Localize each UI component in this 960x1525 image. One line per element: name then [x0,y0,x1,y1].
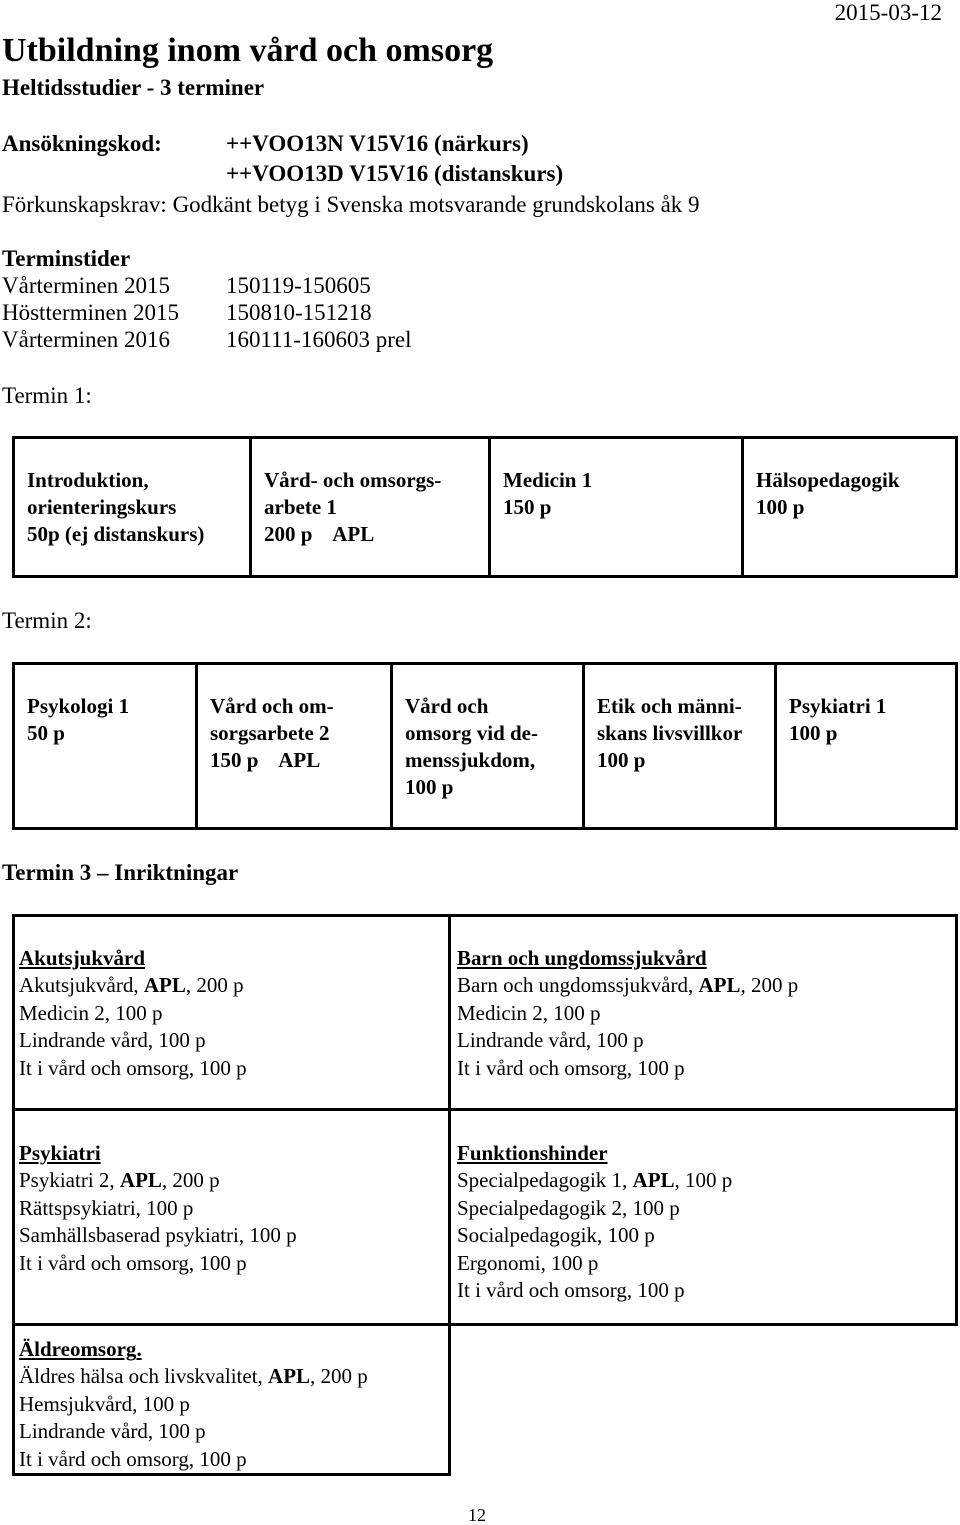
course-cell [15,439,252,575]
course-line: 100 p [756,495,805,519]
course-line: arbete 1 [264,495,337,519]
course-line: skans livsvillkor [597,721,743,745]
track-course: It i vård och omsorg, 100 p [457,1055,685,1080]
course-cell [491,439,744,575]
track-heading: Äldreomsorg. [19,1337,142,1361]
track-heading: Funktionshinder [457,1141,608,1165]
course-line: 200 p APL [264,522,375,546]
track-course: Specialpedagogik 1, APL, 100 p [457,1168,733,1193]
track-elderly-care [0,1308,448,1473]
term-name: Vårterminen 2016 [2,327,170,352]
term-dates: 150810-151218 [226,300,372,325]
term2-course-table [12,662,958,830]
course-line: Vård och [405,694,489,718]
term2-label: Termin 2: [2,608,92,633]
table-rule [12,1473,451,1476]
track-course: Socialpedagogik, 100 p [457,1223,655,1248]
track-course: Medicin 2, 100 p [457,1000,601,1025]
course-line: Vård och om- [210,694,334,718]
term3-label: Termin 3 – Inriktningar [2,860,239,885]
course-cell [585,665,777,827]
course-line: orienteringskurs [27,495,177,519]
track-course: Rättspsykiatri, 100 p [19,1195,194,1220]
track-course: Ergonomi, 100 p [457,1250,599,1275]
track-heading: Psykiatri [19,1141,101,1165]
course-line: Psykiatri 1 [789,694,887,718]
term1-course-table [12,436,958,578]
page-subtitle: Heltidsstudier - 3 terminer [2,75,265,100]
application-code-label: Ansökningskod: [2,131,162,156]
table-rule [955,914,958,1326]
term-dates-heading: Terminstider [2,246,131,271]
track-course: Hemsjukvård, 100 p [19,1391,190,1416]
term-dates: 160111-160603 prel [226,327,412,352]
track-course: Äldres hälsa och livskvalitet, APL, 200 p [19,1364,368,1389]
track-course: Lindrande vård, 100 p [19,1419,206,1444]
term1-label: Termin 1: [2,383,92,408]
course-line: 50 p [27,721,65,745]
course-line: sorgsarbete 2 [210,721,330,745]
course-line: omsorg vid de- [405,721,538,745]
track-pediatric-care [438,917,955,1082]
course-line: Psykologi 1 [27,694,130,718]
track-course: Barn och ungdomssjukvård, APL, 200 p [457,973,799,998]
course-line: 50p (ej distanskurs) [27,522,205,546]
course-cell [198,665,393,827]
track-psychiatry [0,1112,448,1277]
page-number: 12 [468,1505,486,1525]
course-line: Introduktion, [27,468,149,492]
course-line: 150 p [503,495,552,519]
track-course: It i vård och omsorg, 100 p [19,1446,247,1471]
course-cell [252,439,491,575]
track-course: Psykiatri 2, APL, 200 p [19,1168,220,1193]
track-course: Specialpedagogik 2, 100 p [457,1195,680,1220]
track-course: Akutsjukvård, APL, 200 p [19,973,244,998]
course-line: 100 p [789,721,838,745]
course-line: Medicin 1 [503,468,593,492]
application-code-near: ++VOO13N V15V16 (närkurs) [226,131,529,156]
course-cell [393,665,585,827]
course-line: 150 p APL [210,748,321,772]
page-title: Utbildning inom vård och omsorg [2,32,494,69]
course-cell [15,665,198,827]
term-name: Vårterminen 2015 [2,273,170,298]
track-course: Medicin 2, 100 p [19,1000,163,1025]
prerequisites: Förkunskapskrav: Godkänt betyg i Svenska motsvarande grundskolans åk 9 [2,192,700,217]
course-cell [777,665,955,827]
track-heading: Akutsjukvård [19,946,146,970]
term-dates: 150119-150605 [226,273,371,298]
track-course: It i vård och omsorg, 100 p [457,1278,685,1303]
course-line: 100 p [405,775,454,799]
course-line: Etik och männi- [597,694,742,718]
track-course: Lindrande vård, 100 p [457,1028,644,1053]
track-disabilities [438,1112,955,1304]
track-acute-care [0,917,448,1082]
track-course: Lindrande vård, 100 p [19,1028,206,1053]
course-line: Hälsopedagogik [756,468,900,492]
track-course: It i vård och omsorg, 100 p [19,1250,247,1275]
course-line: menssjukdom, [405,748,536,772]
track-heading: Barn och ungdomssjukvård [457,946,707,970]
document-date: 2015-03-12 [834,0,942,25]
table-rule [12,1108,958,1111]
course-line: Vård- och omsorgs- [264,468,442,492]
course-cell [744,439,955,575]
application-code-distance: ++VOO13D V15V16 (distanskurs) [226,161,564,186]
track-course: It i vård och omsorg, 100 p [19,1055,247,1080]
track-course: Samhällsbaserad psykiatri, 100 p [19,1223,297,1248]
course-line: 100 p [597,748,646,772]
term-name: Höstterminen 2015 [2,300,179,325]
